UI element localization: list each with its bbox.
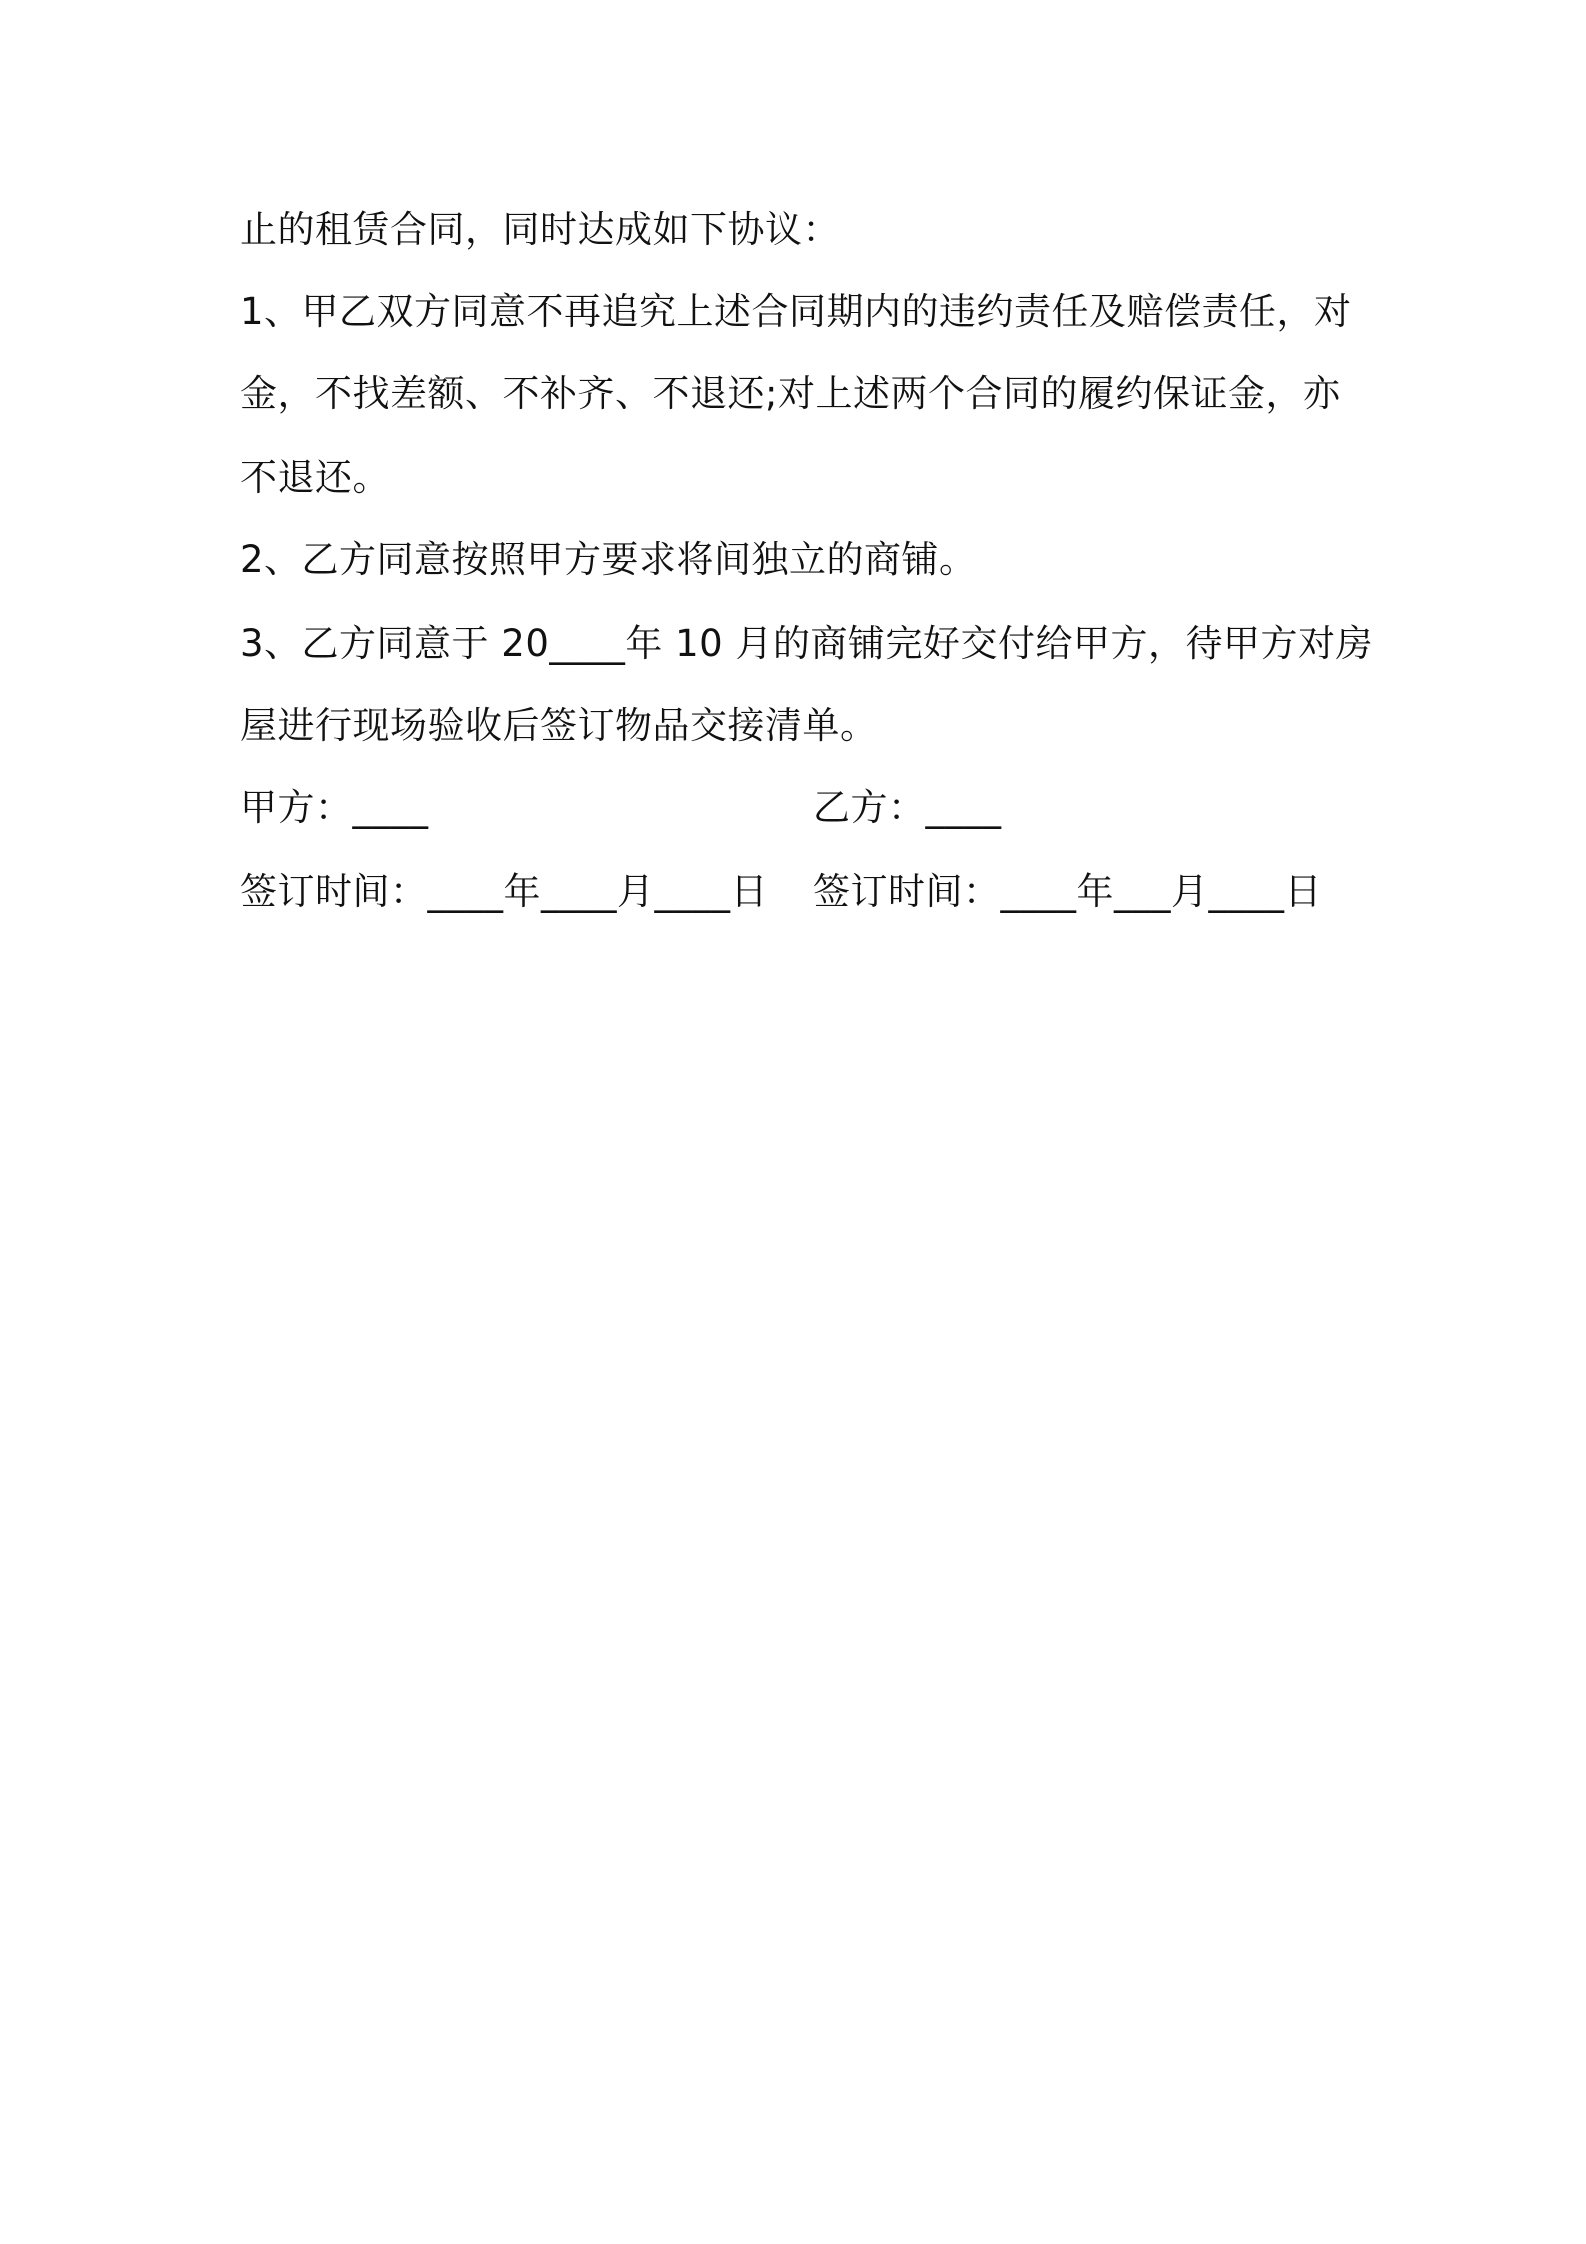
party-b-signature: 乙方：____ — [813, 786, 1002, 829]
party-a-signature: 甲方：____ — [240, 786, 429, 829]
clause-1-line-2: 金，不找差额、不补齐、不退还;对上述两个合同的履约保证金，亦 — [240, 372, 1341, 415]
party-b-sign-date: 签订时间：____年___月____日 — [813, 870, 1322, 913]
clause-2: 2、乙方同意按照甲方要求将间独立的商铺。 — [240, 538, 977, 581]
party-a-sign-date: 签订时间：____年____月____日 — [240, 870, 768, 913]
clause-1-line-3: 不退还。 — [240, 456, 390, 499]
paragraph-intro: 止的租赁合同，同时达成如下协议： — [240, 208, 840, 251]
signature-party-row — [240, 786, 1360, 830]
clause-3-line-1: 3、乙方同意于 20____年 10 月的商铺完好交付给甲方，待甲方对房 — [240, 622, 1373, 665]
signature-date-row — [240, 870, 1360, 914]
clause-1-line-1: 1、甲乙双方同意不再追究上述合同期内的违约责任及赔偿责任，对 — [240, 290, 1352, 333]
clause-3-line-2: 屋进行现场验收后签订物品交接清单。 — [240, 704, 878, 747]
